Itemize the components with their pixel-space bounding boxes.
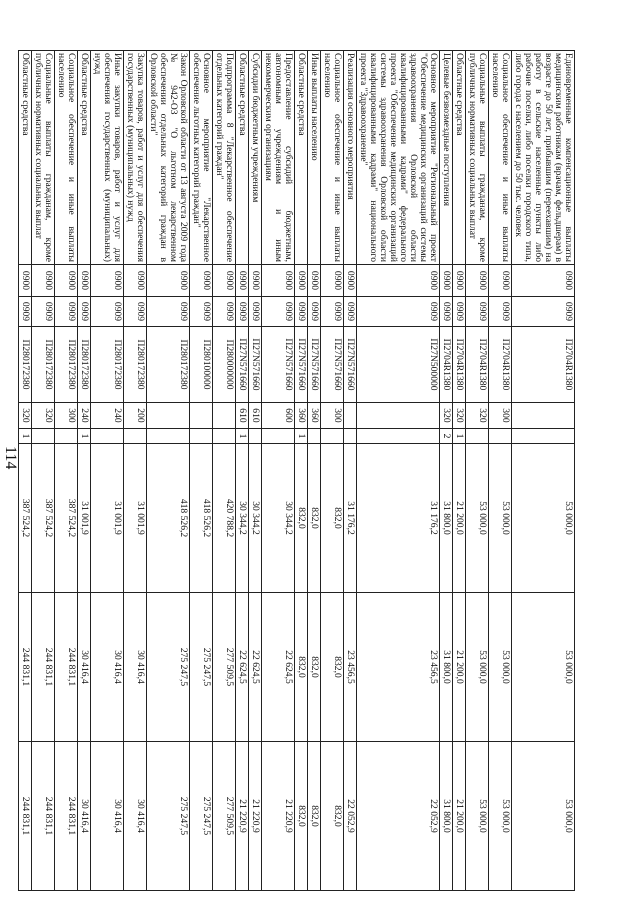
amount-year-1: 31 001,9 <box>91 444 124 593</box>
target-article-code: П2704R1380 <box>466 327 489 403</box>
amount-year-3: 832,0 <box>308 742 321 891</box>
target-article-code: П280172380 <box>91 327 124 403</box>
amount-year-1: 30 344,2 <box>236 444 249 593</box>
table-row <box>308 51 321 891</box>
table-row <box>19 51 32 891</box>
section-code: 0900 <box>32 265 55 297</box>
subsection-code: 0909 <box>19 297 32 327</box>
table-row <box>489 51 512 891</box>
page-number: 114 <box>2 446 19 470</box>
section-code: 0900 <box>344 265 357 297</box>
amount-year-2: 30 416,4 <box>124 593 147 742</box>
section-code: 0900 <box>213 265 236 297</box>
row-name: Подпрограмма 8 "Лекарственное обеспечение отдельных категорий граждан" <box>213 51 236 265</box>
section-code: 0900 <box>249 265 262 297</box>
amount-year-2: 30 416,4 <box>91 593 124 742</box>
amount-year-2: 53 000,0 <box>466 593 489 742</box>
target-article-code: П280100000 <box>190 327 213 403</box>
subsection-code: 0909 <box>489 297 512 327</box>
amount-year-2: 244 831,1 <box>32 593 55 742</box>
amount-year-3: 275 247,5 <box>190 742 213 891</box>
row-name: Иные выплаты населению <box>308 51 321 265</box>
subsection-code: 0909 <box>124 297 147 327</box>
funding-source-code <box>357 429 440 444</box>
amount-year-2: 23 456,5 <box>357 593 440 742</box>
amount-year-3: 30 416,4 <box>124 742 147 891</box>
table-row <box>321 51 344 891</box>
amount-year-2: 22 624,5 <box>236 593 249 742</box>
expense-type-code: 610 <box>249 403 262 429</box>
target-article-code: П27N571660 <box>249 327 262 403</box>
section-code: 0900 <box>124 265 147 297</box>
amount-year-1: 53 000,0 <box>466 444 489 593</box>
amount-year-2: 21 200,0 <box>453 593 466 742</box>
subsection-code: 0909 <box>91 297 124 327</box>
row-name: Социальное обеспечение и иные выплаты населению <box>55 51 78 265</box>
funding-source-code <box>249 429 262 444</box>
target-article-code: П27N571660 <box>236 327 249 403</box>
expense-type-code: 320 <box>453 403 466 429</box>
amount-year-3: 21 200,0 <box>453 742 466 891</box>
table-row <box>91 51 124 891</box>
amount-year-3: 31 800,0 <box>440 742 453 891</box>
amount-year-3: 244 831,1 <box>19 742 32 891</box>
section-code: 0900 <box>19 265 32 297</box>
amount-year-1: 30 344,2 <box>249 444 262 593</box>
row-name: Социальное обеспечение и иные выплаты населению <box>321 51 344 265</box>
funding-source-code: 1 <box>78 429 91 444</box>
table-row <box>262 51 295 891</box>
section-code: 0900 <box>512 265 575 297</box>
funding-source-code <box>213 429 236 444</box>
section-code: 0900 <box>262 265 295 297</box>
amount-year-2: 275 247,5 <box>190 593 213 742</box>
section-code: 0900 <box>190 265 213 297</box>
subsection-code: 0909 <box>453 297 466 327</box>
target-article-code: П280172380 <box>19 327 32 403</box>
amount-year-1: 832,0 <box>308 444 321 593</box>
table-row <box>440 51 453 891</box>
funding-source-code <box>466 429 489 444</box>
amount-year-2: 244 831,1 <box>55 593 78 742</box>
row-name: Областные средства <box>453 51 466 265</box>
subsection-code: 0909 <box>262 297 295 327</box>
amount-year-3: 21 220,9 <box>262 742 295 891</box>
table-row <box>295 51 308 891</box>
row-name: Основное мероприятие "Лекарственное обеспечение льготных категорий граждан" <box>190 51 213 265</box>
amount-year-3: 832,0 <box>295 742 308 891</box>
target-article-code: П2704R1380 <box>489 327 512 403</box>
budget-table <box>18 50 575 891</box>
amount-year-1: 387 524,2 <box>55 444 78 593</box>
amount-year-2: 832,0 <box>295 593 308 742</box>
amount-year-1: 53 000,0 <box>489 444 512 593</box>
amount-year-2: 31 800,0 <box>440 593 453 742</box>
amount-year-3: 30 416,4 <box>78 742 91 891</box>
target-article-code: П280000000 <box>213 327 236 403</box>
row-name: Областные средства <box>295 51 308 265</box>
row-name: Единовременные компенсационные выплаты медицинским работникам (врачам, фельдшерам) в возрасте до 50 лет, прибывшим (переехавшим) на работу в сельские населенные пункты либо рабочие поселки, либо поселки городского типа, либо города с населением до 50 тыс. человек <box>512 51 575 265</box>
amount-year-1: 30 344,2 <box>262 444 295 593</box>
subsection-code: 0909 <box>190 297 213 327</box>
row-name: Субсидии бюджетным учреждениям <box>249 51 262 265</box>
section-code: 0900 <box>357 265 440 297</box>
funding-source-code <box>344 429 357 444</box>
expense-type-code: 320 <box>19 403 32 429</box>
target-article-code: П27N571660 <box>321 327 344 403</box>
expense-type-code: 300 <box>55 403 78 429</box>
amount-year-2: 275 247,5 <box>147 593 190 742</box>
amount-year-3: 53 000,0 <box>466 742 489 891</box>
expense-type-code <box>213 403 236 429</box>
subsection-code: 0909 <box>236 297 249 327</box>
amount-year-1: 53 000,0 <box>512 444 575 593</box>
target-article-code: П280172380 <box>32 327 55 403</box>
funding-source-code <box>262 429 295 444</box>
amount-year-3: 832,0 <box>321 742 344 891</box>
target-article-code: П27N571660 <box>262 327 295 403</box>
table-row <box>344 51 357 891</box>
expense-type-code <box>190 403 213 429</box>
amount-year-3: 244 831,1 <box>32 742 55 891</box>
amount-year-1: 420 788,2 <box>213 444 236 593</box>
amount-year-1: 31 001,9 <box>124 444 147 593</box>
subsection-code: 0909 <box>308 297 321 327</box>
row-name: Целевые безвозмездные поступления <box>440 51 453 265</box>
row-name: Иные закупки товаров, работ и услуг для обеспечения государственных (муниципальных) нужд <box>91 51 124 265</box>
section-code: 0900 <box>440 265 453 297</box>
subsection-code: 0909 <box>466 297 489 327</box>
row-name: Предоставление субсидий бюджетным, автономным учреждениям и иным некоммерческим организациям <box>262 51 295 265</box>
amount-year-1: 31 176,2 <box>357 444 440 593</box>
table-row <box>213 51 236 891</box>
amount-year-1: 31 800,0 <box>440 444 453 593</box>
target-article-code: П2704R1380 <box>512 327 575 403</box>
subsection-code: 0909 <box>249 297 262 327</box>
row-name: Реализация основного мероприятия <box>344 51 357 265</box>
target-article-code: П280172380 <box>55 327 78 403</box>
subsection-code: 0909 <box>55 297 78 327</box>
table-row <box>190 51 213 891</box>
subsection-code: 0909 <box>357 297 440 327</box>
expense-type-code: 320 <box>440 403 453 429</box>
section-code: 0900 <box>91 265 124 297</box>
amount-year-1: 418 526,2 <box>147 444 190 593</box>
table-row <box>55 51 78 891</box>
amount-year-3: 244 831,1 <box>55 742 78 891</box>
amount-year-3: 21 220,9 <box>249 742 262 891</box>
section-code: 0900 <box>489 265 512 297</box>
section-code: 0900 <box>295 265 308 297</box>
subsection-code: 0909 <box>440 297 453 327</box>
subsection-code: 0909 <box>295 297 308 327</box>
amount-year-1: 21 200,0 <box>453 444 466 593</box>
target-article-code: П27N571660 <box>308 327 321 403</box>
amount-year-1: 387 524,2 <box>19 444 32 593</box>
expense-type-code <box>147 403 190 429</box>
funding-source-code <box>308 429 321 444</box>
table-row <box>453 51 466 891</box>
funding-source-code <box>190 429 213 444</box>
amount-year-1: 832,0 <box>321 444 344 593</box>
amount-year-2: 23 456,5 <box>344 593 357 742</box>
row-name: Областные средства <box>19 51 32 265</box>
subsection-code: 0909 <box>78 297 91 327</box>
funding-source-code <box>512 429 575 444</box>
amount-year-2: 53 000,0 <box>512 593 575 742</box>
funding-source-code <box>32 429 55 444</box>
section-code: 0900 <box>236 265 249 297</box>
amount-year-1: 832,0 <box>295 444 308 593</box>
table-row <box>249 51 262 891</box>
amount-year-1: 31 001,9 <box>78 444 91 593</box>
target-article-code: П27N500000 <box>357 327 440 403</box>
funding-source-code: 1 <box>19 429 32 444</box>
expense-type-code: 300 <box>489 403 512 429</box>
expense-type-code: 320 <box>466 403 489 429</box>
expense-type-code: 240 <box>91 403 124 429</box>
amount-year-3: 53 000,0 <box>489 742 512 891</box>
funding-source-code <box>147 429 190 444</box>
table-row <box>147 51 190 891</box>
rotated-page <box>20 50 575 890</box>
funding-source-code: 1 <box>295 429 308 444</box>
expense-type-code: 360 <box>308 403 321 429</box>
amount-year-3: 22 052,9 <box>357 742 440 891</box>
row-name: Закон Орловской области от 13 августа 2009 года № 942-ОЗ "О льготном лекарственном обеспечении отдельных категорий граждан в Орловской области" <box>147 51 190 265</box>
table-row <box>78 51 91 891</box>
section-code: 0900 <box>466 265 489 297</box>
funding-source-code <box>321 429 344 444</box>
section-code: 0900 <box>78 265 91 297</box>
section-code: 0900 <box>308 265 321 297</box>
target-article-code: П280172380 <box>78 327 91 403</box>
section-code: 0900 <box>55 265 78 297</box>
row-name: Основное мероприятие "Региональный проект "Обеспечение медицинских организаций системы здравоохранения Орловской области квалифицированными кадрами" федерального проекта "Обеспечение медицинских организаций системы здравоохранения Орловской области квалифицированными кадрами" национального проекта "Здравоохранение" <box>357 51 440 265</box>
table-row <box>236 51 249 891</box>
expense-type-code: 360 <box>295 403 308 429</box>
subsection-code: 0909 <box>321 297 344 327</box>
subsection-code: 0909 <box>213 297 236 327</box>
table-row <box>32 51 55 891</box>
row-name: Областные средства <box>78 51 91 265</box>
row-name: Закупка товаров, работ и услуг для обеспечения государственных (муниципальных) нужд <box>124 51 147 265</box>
expense-type-code: 610 <box>236 403 249 429</box>
amount-year-2: 277 509,5 <box>213 593 236 742</box>
row-name: Социальное обеспечение и иные выплаты населению <box>489 51 512 265</box>
target-article-code: П27N571660 <box>295 327 308 403</box>
table-row <box>124 51 147 891</box>
section-code: 0900 <box>453 265 466 297</box>
target-article-code: П27N571660 <box>344 327 357 403</box>
amount-year-2: 53 000,0 <box>489 593 512 742</box>
subsection-code: 0909 <box>147 297 190 327</box>
amount-year-2: 30 416,4 <box>78 593 91 742</box>
funding-source-code: 2 <box>440 429 453 444</box>
amount-year-3: 275 247,5 <box>147 742 190 891</box>
funding-source-code <box>124 429 147 444</box>
expense-type-code: 300 <box>321 403 344 429</box>
amount-year-1: 387 524,2 <box>32 444 55 593</box>
subsection-code: 0909 <box>512 297 575 327</box>
target-article-code: П280172380 <box>124 327 147 403</box>
funding-source-code <box>91 429 124 444</box>
amount-year-3: 21 220,9 <box>236 742 249 891</box>
target-article-code: П2704R1380 <box>440 327 453 403</box>
target-article-code: П280172380 <box>147 327 190 403</box>
section-code: 0900 <box>321 265 344 297</box>
expense-type-code: 600 <box>262 403 295 429</box>
expense-type-code: 240 <box>78 403 91 429</box>
funding-source-code <box>55 429 78 444</box>
amount-year-2: 244 831,1 <box>19 593 32 742</box>
expense-type-code: 320 <box>32 403 55 429</box>
amount-year-3: 53 000,0 <box>512 742 575 891</box>
amount-year-3: 277 509,5 <box>213 742 236 891</box>
amount-year-3: 22 052,9 <box>344 742 357 891</box>
table-body <box>19 51 575 891</box>
amount-year-2: 832,0 <box>321 593 344 742</box>
subsection-code: 0909 <box>32 297 55 327</box>
amount-year-1: 418 526,2 <box>190 444 213 593</box>
expense-type-code <box>357 403 440 429</box>
funding-source-code: 1 <box>453 429 466 444</box>
section-code: 0900 <box>147 265 190 297</box>
row-name: Областные средства <box>236 51 249 265</box>
amount-year-2: 22 624,5 <box>249 593 262 742</box>
expense-type-code <box>344 403 357 429</box>
row-name: Социальные выплаты гражданам, кроме публичных нормативных социальных выплат <box>32 51 55 265</box>
amount-year-1: 31 176,2 <box>344 444 357 593</box>
amount-year-3: 30 416,4 <box>91 742 124 891</box>
amount-year-2: 22 624,5 <box>262 593 295 742</box>
table-row <box>512 51 575 891</box>
funding-source-code <box>489 429 512 444</box>
target-article-code: П2704R1380 <box>453 327 466 403</box>
table-row <box>466 51 489 891</box>
amount-year-2: 832,0 <box>308 593 321 742</box>
table-row <box>357 51 440 891</box>
expense-type-code: 200 <box>124 403 147 429</box>
row-name: Социальные выплаты гражданам, кроме публичных нормативных социальных выплат <box>466 51 489 265</box>
subsection-code: 0909 <box>344 297 357 327</box>
expense-type-code <box>512 403 575 429</box>
funding-source-code: 1 <box>236 429 249 444</box>
